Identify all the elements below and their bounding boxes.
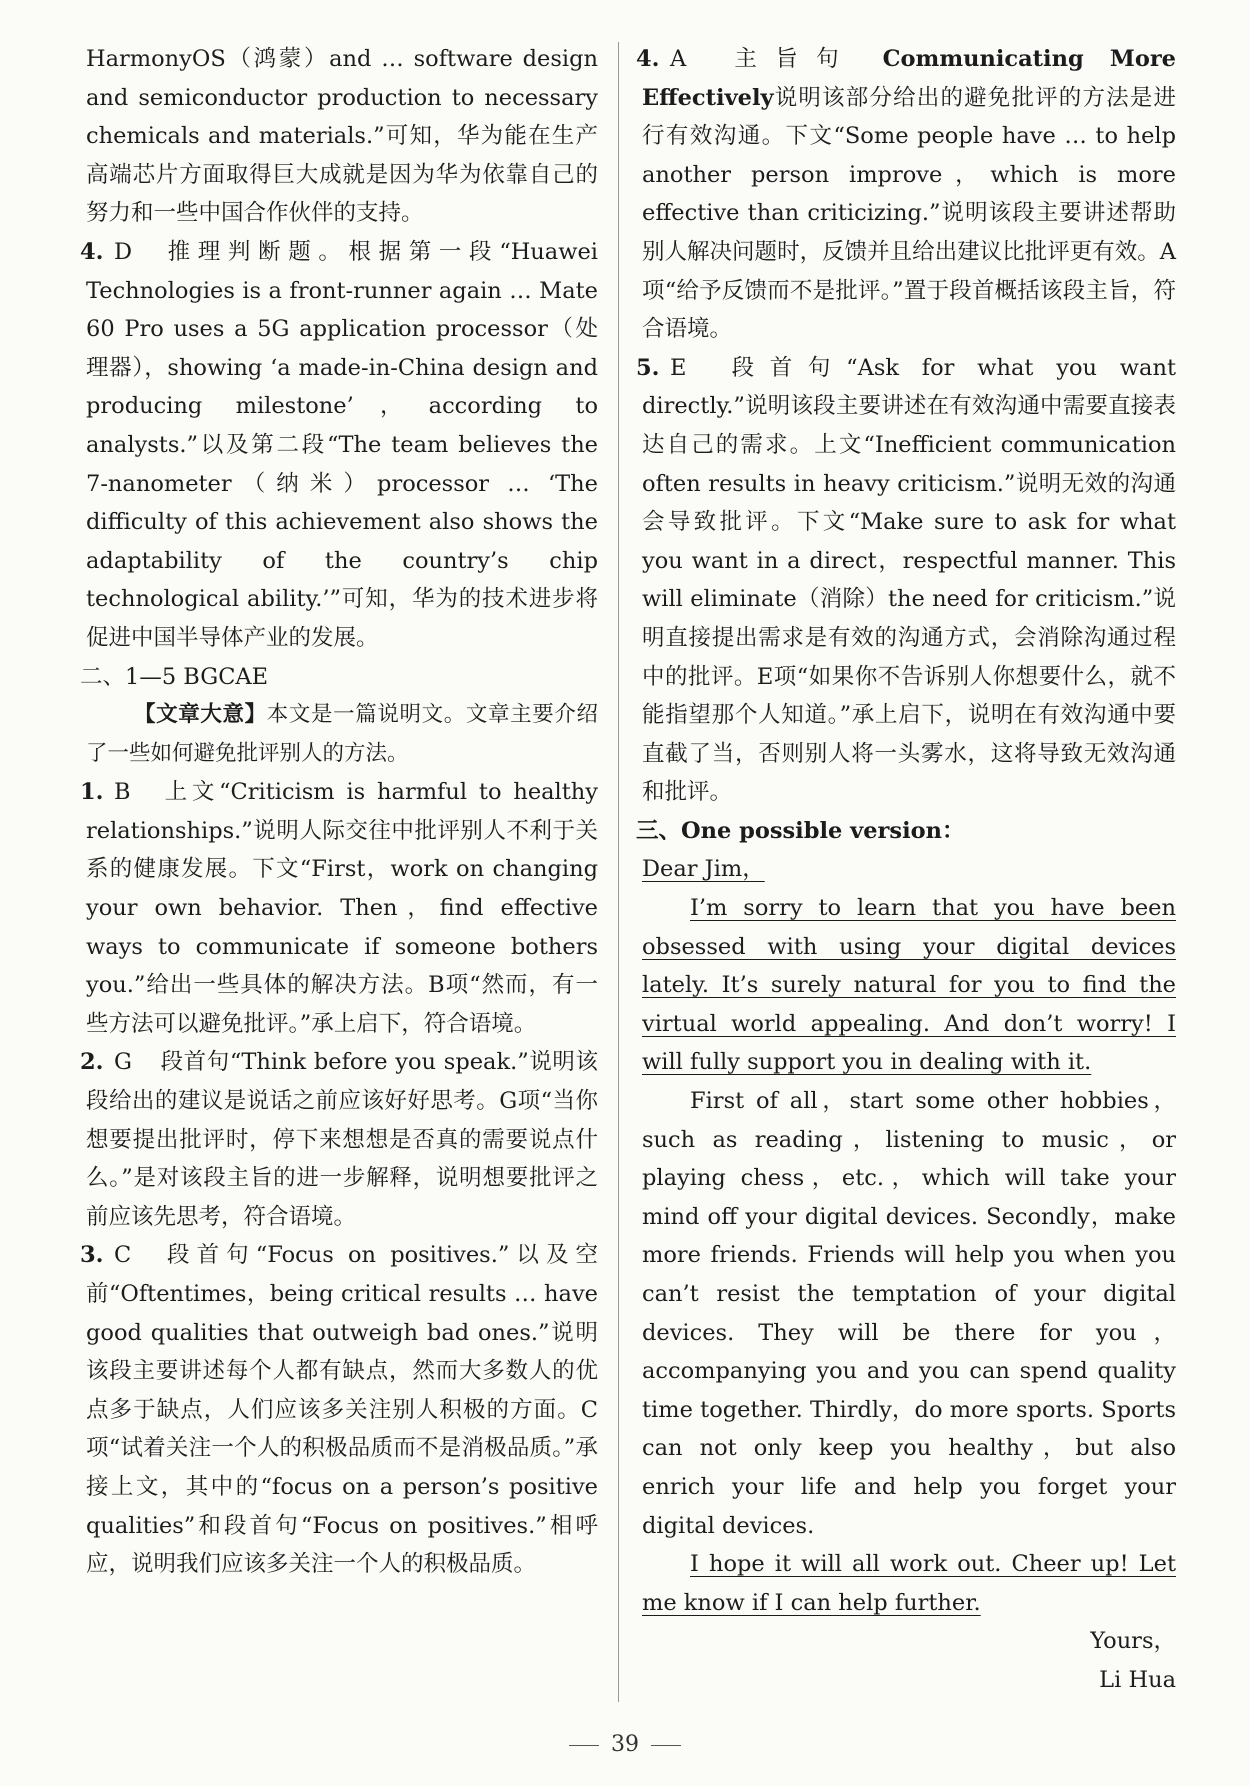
letter-signature: Li Hua — [1099, 1666, 1176, 1693]
item-pre: 主旨句 — [716, 46, 858, 72]
letter-paragraph-1 — [642, 889, 1176, 1082]
column-divider — [618, 42, 619, 1702]
page-footer — [0, 1732, 1250, 1757]
item-number: 2. — [80, 1049, 104, 1076]
article-summary — [86, 696, 598, 773]
item-explanation: 段首句“Ask for what you want directly.”说明该段主要讲述在有效沟通中需要直接表达自己的需求。上文“Inefficient communication often results in heavy criticism.”说明无效的沟通会导致批评。下文“Make sure to ask for what you want in a direct，respectful manner. This will eliminate（消除）the need for criticism.”说明直接提出需求是有效的沟通方式，会消除沟通过程中的批评。E项“如果你不告诉别人你想要什么，就不能指望那个人知道。”承上启下，说明在有效沟通中要直截了当，否则别人将一头雾水，这将导致无效沟通和批评。 — [642, 354, 1176, 806]
letter-paragraph-1-text: I’m sorry to learn that you have been obsessed with using your digital devices lately. It’s surely natural for you to find the virtual world appealing. And don’t worry! I will fully support you in dealing with it. — [642, 895, 1176, 1076]
summary-text: 本文是一篇说明文。文章主要介绍了一些如何避免批评别人的方法。 — [86, 702, 598, 766]
item-answer: G — [114, 1049, 132, 1076]
answer-item-3 — [80, 1236, 598, 1583]
item-number: 5. — [636, 354, 660, 381]
left-column — [80, 40, 598, 1584]
item-answer: E — [670, 354, 687, 381]
letter-salutation: Dear Jim， — [642, 856, 765, 883]
answer-item-1 — [80, 773, 598, 1043]
item-answer: C — [114, 1242, 132, 1269]
answer-item-2 — [80, 1043, 598, 1236]
section-3-heading: 三、One possible version： — [636, 817, 965, 844]
item-answer: A — [670, 46, 687, 72]
item-explanation: 说明该部分给出的避免批评的方法是进行有效沟通。下文“Some people have … to help another person improve，which is more effective than criticizing.”说明该段主要讲述帮助别人解决问题时，反馈并且给出建议比批评更有效。A项“给予反馈而不是批评。”置于段首概括该段主旨，符合语境。 — [642, 84, 1176, 343]
heading-quote: Communicating More Effectively — [642, 46, 1176, 111]
letter-paragraph-2: First of all，start some other hobbies，such as reading，listening to music，or playing chess，etc.，which will take your mind off your digital devices. Secondly，make more friends. Friends will help you when you can’t resist the temptation of your digital devices. They will be there for you，accompanying you and you can spend quality time together. Thirdly，do more sports. Sports can not only keep you healthy，but also enrich your life and help you forget your digital devices. — [642, 1088, 1176, 1539]
section-2-heading: 二、1—5 BGCAE — [80, 663, 269, 690]
footer-dash-right — [651, 1745, 681, 1746]
item-explanation: 上文“Criticism is harmful to healthy relationships.”说明人际交往中批评别人不利于关系的健康发展。下文“First，work on changing your own behavior. Then，find effective ways to communicate if someone bothers you.”给出一些具体的解决方法。B项“然而，有一些方法可以避免批评。”承上启下，符合语境。 — [86, 779, 598, 1037]
summary-label: 【文章大意】 — [134, 702, 267, 728]
letter-paragraph-3-text: I hope it will all work out. Cheer up! Let me know if I can help further. — [642, 1551, 1176, 1616]
item-answer: B — [114, 779, 131, 806]
item-number: 1. — [80, 779, 104, 806]
letter-paragraph-3 — [642, 1545, 1176, 1622]
page-number: 39 — [611, 1732, 639, 1757]
item-number: 4. — [80, 238, 104, 265]
answer-item-5 — [636, 349, 1176, 812]
item-answer: D — [114, 238, 133, 265]
item-number: 3. — [80, 1242, 104, 1269]
item-explanation: 段首句“Think before you speak.”说明该段给出的建议是说话之前应该好好思考。G项“当你想要提出批评时，停下来想想是否真的需要说点什么。”是对该段主旨的进一步解释，说明想要批评之前应该先思考，符合语境。 — [86, 1049, 598, 1230]
intro-paragraph: HarmonyOS（鸿蒙）and … software design and semiconductor production to necessary chemicals and materials.”可知，华为能在生产高端芯片方面取得巨大成就是因为华为依靠自己的努力和一些中国合作伙伴的支持。 — [86, 46, 598, 227]
right-column — [636, 40, 1176, 1700]
footer-dash-left — [569, 1745, 599, 1746]
letter-closing: Yours， — [1090, 1628, 1176, 1655]
answer-item-4 — [636, 40, 1176, 349]
item-explanation: 段首句“Focus on positives.”以及空前“Oftentimes，being critical results … have good qualities that outweigh bad ones.”说明该段主要讲述每个人都有缺点，然而大多数人的优点多于缺点，人们应该多关注别人积极的方面。C项“试着关注一个人的积极品质而不是消极品质。”承接上文，其中的“focus on a person’s positive qualities”和段首句“Focus on positives.”相呼应，说明我们应该多关注一个人的积极品质。 — [86, 1242, 598, 1578]
item-explanation: 推理判断题。根据第一段“Huawei Technologies is a front-runner again … Mate 60 Pro uses a 5G application processor（处理器），showing ‘a made-in-China design and producing milestone’，according to analysts.”以及第二段“The team believes the 7-nanometer（纳米）processor … ‘The difficulty of this achievement also shows the adaptability of the country’s chip technological ability.’”可知，华为的技术进步将促进中国半导体产业的发展。 — [86, 238, 598, 651]
item-number: 4. — [636, 46, 660, 72]
answer-left-4 — [80, 233, 598, 658]
model-letter — [642, 850, 1176, 1699]
